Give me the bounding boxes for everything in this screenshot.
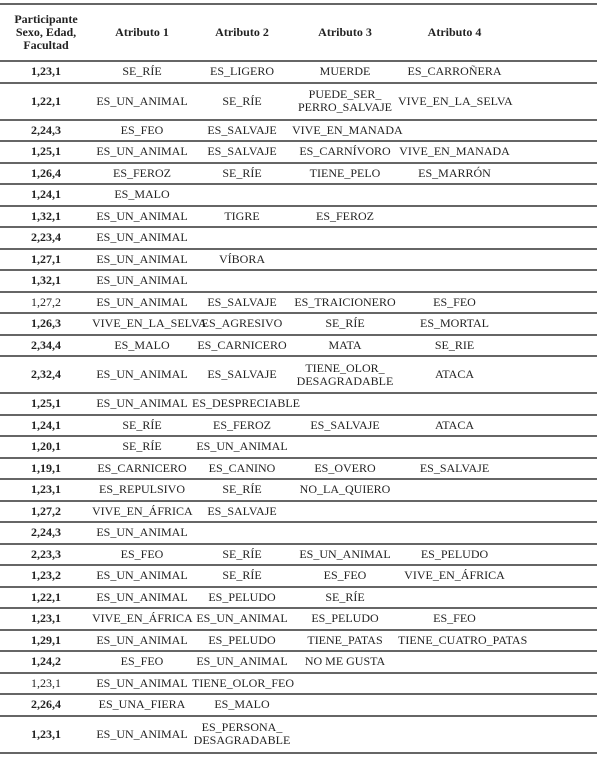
attribute-3-cell: SE_RÍE [292, 587, 398, 609]
participant-cell: 1,25,1 [0, 141, 92, 163]
attribute-2-cell [192, 227, 292, 249]
participant-cell: 1,23,1 [0, 673, 92, 695]
attribute-4-cell [398, 479, 597, 501]
attribute-1-cell: ES_UN_ANIMAL [92, 630, 192, 652]
attribute-3-cell: ES_UN_ANIMAL [292, 544, 398, 566]
participant-cell: 1,25,1 [0, 393, 92, 415]
participant-cell: 1,23,1 [0, 61, 92, 83]
table-row [0, 120, 597, 142]
participant-cell: 2,32,4 [0, 356, 92, 393]
attribute-3-cell: ES_OVERO [292, 458, 398, 480]
attribute-1-cell: ES_FEO [92, 544, 192, 566]
attribute-2-cell: ES_SALVAJE [192, 141, 292, 163]
attribute-2-cell: ES_MALO [192, 694, 292, 716]
table-row [0, 313, 597, 335]
attribute-3-cell: ES_FEROZ [292, 206, 398, 228]
attribute-1-cell: ES_UN_ANIMAL [92, 292, 192, 314]
table-row [0, 141, 597, 163]
attribute-3-cell [292, 522, 398, 544]
participant-cell: 1,22,1 [0, 587, 92, 609]
attribute-2-cell [192, 522, 292, 544]
attribute-2-cell: VÍBORA [192, 249, 292, 271]
attribute-2-cell: ES_UN_ANIMAL [192, 436, 292, 458]
attribute-4-cell [398, 184, 597, 206]
attribute-1-cell: ES_UN_ANIMAL [92, 270, 192, 292]
table-row [0, 694, 597, 716]
participant-cell: 1,23,1 [0, 716, 92, 753]
attribute-1-cell: ES_UN_ANIMAL [92, 227, 192, 249]
attribute-4-cell: VIVE_EN_LA_SELVA [398, 83, 597, 120]
attribute-3-cell: TIENE_OLOR_ DESAGRADABLE [292, 356, 398, 393]
participant-cell: 1,27,2 [0, 292, 92, 314]
attribute-1-cell: VIVE_EN_ÁFRICA [92, 501, 192, 523]
table-row [0, 522, 597, 544]
table-row [0, 651, 597, 673]
participant-cell: 2,26,4 [0, 694, 92, 716]
attribute-1-cell: ES_UN_ANIMAL [92, 587, 192, 609]
attribute-4-cell: ES_PELUDO [398, 544, 597, 566]
attribute-2-cell: TIENE_OLOR_FEO [192, 673, 292, 695]
header-attribute-4: Atributo 4 [398, 4, 597, 61]
attribute-4-cell: TIENE_CUATRO_PATAS [398, 630, 597, 652]
attribute-1-cell: SE_RÍE [92, 436, 192, 458]
table-row [0, 587, 597, 609]
table-row [0, 335, 597, 357]
attribute-1-cell: ES_UN_ANIMAL [92, 393, 192, 415]
table-row [0, 479, 597, 501]
header-attribute-1: Atributo 1 [92, 4, 192, 61]
participant-cell: 1,29,1 [0, 630, 92, 652]
attribute-4-cell [398, 206, 597, 228]
attribute-3-cell: SE_RÍE [292, 313, 398, 335]
attribute-1-cell: SE_RÍE [92, 61, 192, 83]
participant-cell: 2,23,4 [0, 227, 92, 249]
attribute-3-cell: PUEDE_SER_ PERRO_SALVAJE [292, 83, 398, 120]
attribute-3-cell: ES_PELUDO [292, 608, 398, 630]
participant-cell: 1,26,3 [0, 313, 92, 335]
header-attribute-2: Atributo 2 [192, 4, 292, 61]
attribute-2-cell: SE_RÍE [192, 83, 292, 120]
table-row [0, 630, 597, 652]
attribute-2-cell: ES_PELUDO [192, 587, 292, 609]
participant-cell: 2,24,3 [0, 522, 92, 544]
attribute-1-cell: SE_RÍE [92, 415, 192, 437]
attribute-1-cell: ES_UN_ANIMAL [92, 141, 192, 163]
attribute-4-cell: ES_MARRÓN [398, 163, 597, 185]
attribute-1-cell: ES_UN_ANIMAL [92, 249, 192, 271]
table-row [0, 458, 597, 480]
attribute-1-cell: ES_UN_ANIMAL [92, 716, 192, 753]
attribute-1-cell: ES_FEO [92, 120, 192, 142]
attribute-3-cell [292, 501, 398, 523]
participant-cell: 2,34,4 [0, 335, 92, 357]
table-header [0, 4, 597, 61]
attribute-2-cell: ES_PERSONA_ DESAGRADABLE [192, 716, 292, 753]
participant-cell: 1,24,2 [0, 651, 92, 673]
attribute-1-cell: ES_UN_ANIMAL [92, 673, 192, 695]
attribute-4-cell [398, 673, 597, 695]
attribute-3-cell: VIVE_EN_MANADA [292, 120, 398, 142]
attribute-2-cell: ES_UN_ANIMAL [192, 651, 292, 673]
attribute-2-cell: ES_FEROZ [192, 415, 292, 437]
attribute-3-cell: NO_LA_QUIERO [292, 479, 398, 501]
participant-cell: 1,24,1 [0, 184, 92, 206]
attribute-1-cell: ES_MALO [92, 184, 192, 206]
table-row [0, 544, 597, 566]
table-row [0, 270, 597, 292]
participant-cell: 1,32,1 [0, 206, 92, 228]
attribute-3-cell [292, 227, 398, 249]
participant-cell: 1,19,1 [0, 458, 92, 480]
attribute-4-cell: ES_CARROÑERA [398, 61, 597, 83]
table-row [0, 249, 597, 271]
attribute-2-cell: SE_RÍE [192, 479, 292, 501]
attribute-3-cell [292, 393, 398, 415]
attribute-4-cell: ES_SALVAJE [398, 458, 597, 480]
attribute-4-cell [398, 501, 597, 523]
attribute-2-cell: ES_PELUDO [192, 630, 292, 652]
table-body [0, 61, 597, 753]
attribute-3-cell [292, 184, 398, 206]
table-row [0, 393, 597, 415]
attribute-1-cell: ES_FEROZ [92, 163, 192, 185]
attribute-2-cell: ES_SALVAJE [192, 292, 292, 314]
attribute-1-cell: ES_UNA_FIERA [92, 694, 192, 716]
table-row [0, 356, 597, 393]
table-row [0, 716, 597, 753]
attribute-4-cell: ES_FEO [398, 608, 597, 630]
table-row [0, 565, 597, 587]
attribute-3-cell [292, 716, 398, 753]
attribute-2-cell: ES_SALVAJE [192, 501, 292, 523]
attribute-2-cell: ES_SALVAJE [192, 356, 292, 393]
participant-cell: 1,23,1 [0, 479, 92, 501]
table-row [0, 83, 597, 120]
attribute-4-cell [398, 651, 597, 673]
attribute-3-cell: TIENE_PELO [292, 163, 398, 185]
participant-cell: 1,23,1 [0, 608, 92, 630]
attribute-4-cell [398, 694, 597, 716]
attribute-1-cell: VIVE_EN_LA_SELVA [92, 313, 192, 335]
attribute-3-cell: ES_SALVAJE [292, 415, 398, 437]
attribute-2-cell: TIGRE [192, 206, 292, 228]
table-row [0, 415, 597, 437]
attribute-4-cell [398, 227, 597, 249]
attribute-2-cell: ES_CANINO [192, 458, 292, 480]
attribute-2-cell: ES_UN_ANIMAL [192, 608, 292, 630]
table-row [0, 673, 597, 695]
attribute-1-cell: ES_UN_ANIMAL [92, 565, 192, 587]
participant-cell: 1,27,2 [0, 501, 92, 523]
attribute-4-cell: SE_RIE [398, 335, 597, 357]
attribute-2-cell [192, 184, 292, 206]
table-row [0, 184, 597, 206]
attribute-4-cell: ATACA [398, 356, 597, 393]
attribute-3-cell: NO ME GUSTA [292, 651, 398, 673]
table-row [0, 436, 597, 458]
table-row [0, 608, 597, 630]
attribute-3-cell [292, 436, 398, 458]
participant-cell: 1,26,4 [0, 163, 92, 185]
attribute-1-cell: ES_MALO [92, 335, 192, 357]
attribute-2-cell: ES_SALVAJE [192, 120, 292, 142]
attribute-3-cell: MATA [292, 335, 398, 357]
attribute-4-cell [398, 120, 597, 142]
attribute-2-cell: SE_RÍE [192, 565, 292, 587]
attribute-2-cell: ES_LIGERO [192, 61, 292, 83]
attribute-2-cell: ES_CARNICERO [192, 335, 292, 357]
attribute-1-cell: ES_UN_ANIMAL [92, 83, 192, 120]
header-attribute-3: Atributo 3 [292, 4, 398, 61]
attribute-4-cell [398, 270, 597, 292]
attribute-3-cell [292, 270, 398, 292]
table-row [0, 292, 597, 314]
attribute-4-cell [398, 393, 597, 415]
attribute-1-cell: ES_FEO [92, 651, 192, 673]
attribute-2-cell: SE_RÍE [192, 544, 292, 566]
attribute-4-cell [398, 249, 597, 271]
attribute-1-cell: ES_UN_ANIMAL [92, 206, 192, 228]
attribute-4-cell: VIVE_EN_ÁFRICA [398, 565, 597, 587]
attribute-4-cell [398, 716, 597, 753]
attribute-3-cell: ES_CARNÍVORO [292, 141, 398, 163]
attribute-1-cell: VIVE_EN_ÁFRICA [92, 608, 192, 630]
attribute-1-cell: ES_REPULSIVO [92, 479, 192, 501]
attribute-4-cell: VIVE_EN_MANADA [398, 141, 597, 163]
attribute-4-cell: ES_FEO [398, 292, 597, 314]
attribute-3-cell: TIENE_PATAS [292, 630, 398, 652]
participant-cell: 2,24,3 [0, 120, 92, 142]
table-row [0, 501, 597, 523]
attribute-3-cell [292, 673, 398, 695]
attribute-1-cell: ES_UN_ANIMAL [92, 356, 192, 393]
attribute-4-cell [398, 436, 597, 458]
attribute-1-cell: ES_UN_ANIMAL [92, 522, 192, 544]
participant-cell: 1,27,1 [0, 249, 92, 271]
participant-cell: 1,20,1 [0, 436, 92, 458]
attribute-2-cell: ES_AGRESIVO [192, 313, 292, 335]
attribute-4-cell [398, 587, 597, 609]
table-row [0, 163, 597, 185]
attribute-4-cell: ATACA [398, 415, 597, 437]
attribute-3-cell [292, 249, 398, 271]
attribute-3-cell: ES_FEO [292, 565, 398, 587]
table-row [0, 227, 597, 249]
table-row [0, 61, 597, 83]
attribute-3-cell: ES_TRAICIONERO [292, 292, 398, 314]
attributes-table [0, 3, 597, 754]
participant-cell: 1,32,1 [0, 270, 92, 292]
participant-cell: 2,23,3 [0, 544, 92, 566]
attribute-2-cell: SE_RÍE [192, 163, 292, 185]
participant-cell: 1,24,1 [0, 415, 92, 437]
participant-cell: 1,23,2 [0, 565, 92, 587]
participant-cell: 1,22,1 [0, 83, 92, 120]
attribute-2-cell: ES_DESPRECIABLE [192, 393, 292, 415]
attribute-4-cell [398, 522, 597, 544]
header-participant: Participante Sexo, Edad, Facultad [0, 4, 92, 61]
attribute-1-cell: ES_CARNICERO [92, 458, 192, 480]
attribute-3-cell [292, 694, 398, 716]
attribute-4-cell: ES_MORTAL [398, 313, 597, 335]
attribute-3-cell: MUERDE [292, 61, 398, 83]
table-row [0, 206, 597, 228]
attribute-2-cell [192, 270, 292, 292]
